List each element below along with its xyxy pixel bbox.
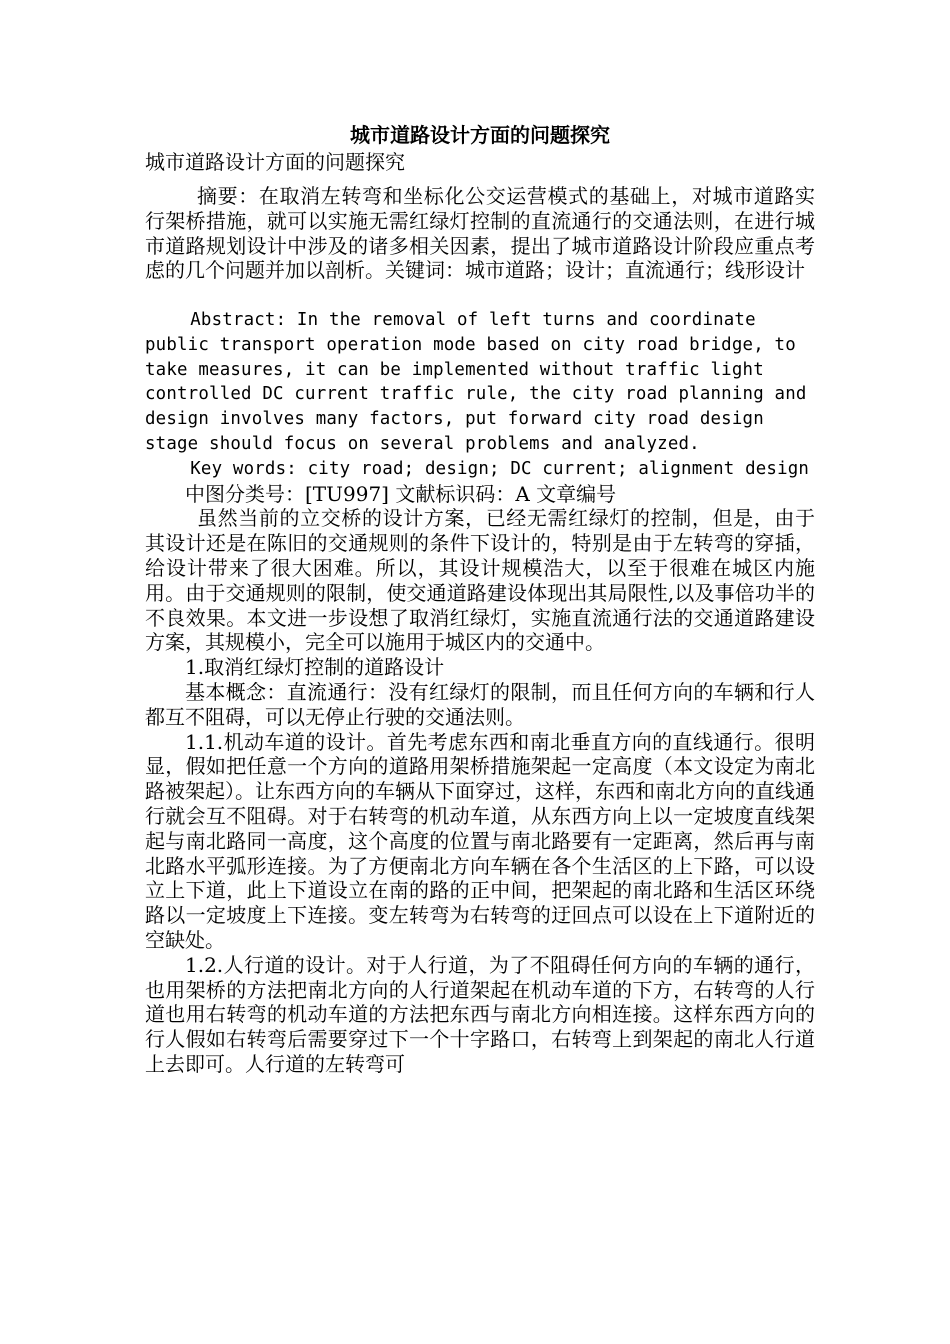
body-paragraph-1-1: 1.1.机动车道的设计。首先考虑东西和南北垂直方向的直线通行。很明显，假如把任意一个方向的道路用架桥措施架起一定高度（本文设定为南北路被架起）。让东西方向的车辆从下面穿过，这样，东西和南北方向的直线通行就会互不阻碍。对于右转弯的机动车道，从东西方向上以一定坡度直线架起与南北路同一高度，这个高度的位置与南北路要有一定距离，然后再与南北路水平弧形连接。为了方便南北方向车辆在各个生活区的上下路，可以设立上下道，此上下道设立在南的路的正中间，把架起的南北路和生活区环绕路以一定坡度上下连接。变左转弯为右转弯的迂回点可以设在上下道附近的空缺处。 [145, 729, 815, 952]
document-subtitle: 城市道路设计方面的问题探究 [145, 150, 405, 174]
body-paragraph-concept: 基本概念：直流通行：没有红绿灯的限制，而且任何方向的车辆和行人都互不阻碍，可以无停止行驶的交通法则。 [145, 679, 815, 729]
keywords-english: Key words: city road; design; DC current; alignment design [190, 458, 810, 479]
abstract-english: Abstract: In the removal of left turns and coordinate public transport operation mode based on city road bridge, to take measures, it can be implemented without traffic light controlled DC current traffic rule, the city road planning and design involves many factors, put forward city road design stage should focus on several problems and analyzed. [145, 309, 807, 454]
classification-line: 中图分类号：[TU997] 文献标识码：A 文章编号 [185, 481, 617, 506]
body-paragraph-intro: 虽然当前的立交桥的设计方案，已经无需红绿灯的控制，但是，由于其设计还是在陈旧的交通规则的条件下设计的，特别是由于左转弯的穿插，给设计带来了很大困难。所以，其设计规模浩大，以至于很难在城区内施用。由于交通规则的限制，使交通道路建设体现出其局限性,以及事倍功半的不良效果。本文进一步设想了取消红绿灯，实施直流通行法的交通道路建设方案，其规模小，完全可以施用于城区内的交通中。 [145, 506, 815, 655]
body-paragraph-1-2: 1.2.人行道的设计。对于人行道，为了不阻碍任何方向的车辆的通行，也用架桥的方法把南北方向的人行道架起在机动车道的下方，右转弯的人行道也用右转弯的机动车道的方法把东西与南北方向相连接。这样东西方向的行人假如右转弯后需要穿过下一个十字路口，右转弯上到架起的南北人行道上去即可。人行道的左转弯可 [145, 952, 815, 1076]
abstract-chinese: 摘要：在取消左转弯和坐标化公交运营模式的基础上，对城市道路实行架桥措施，就可以实施无需红绿灯控制的直流通行的交通法则，在进行城市道路规划设计中涉及的诸多相关因素，提出了城市道路设计阶段应重点考虑的几个问题并加以剖析。关键词：城市道路；设计；直流通行；线形设计 [145, 184, 815, 283]
document-page [145, 120, 815, 1077]
section-heading-1: 1.取消红绿灯控制的道路设计 [185, 655, 445, 680]
document-title: 城市道路设计方面的问题探究 [350, 123, 610, 147]
